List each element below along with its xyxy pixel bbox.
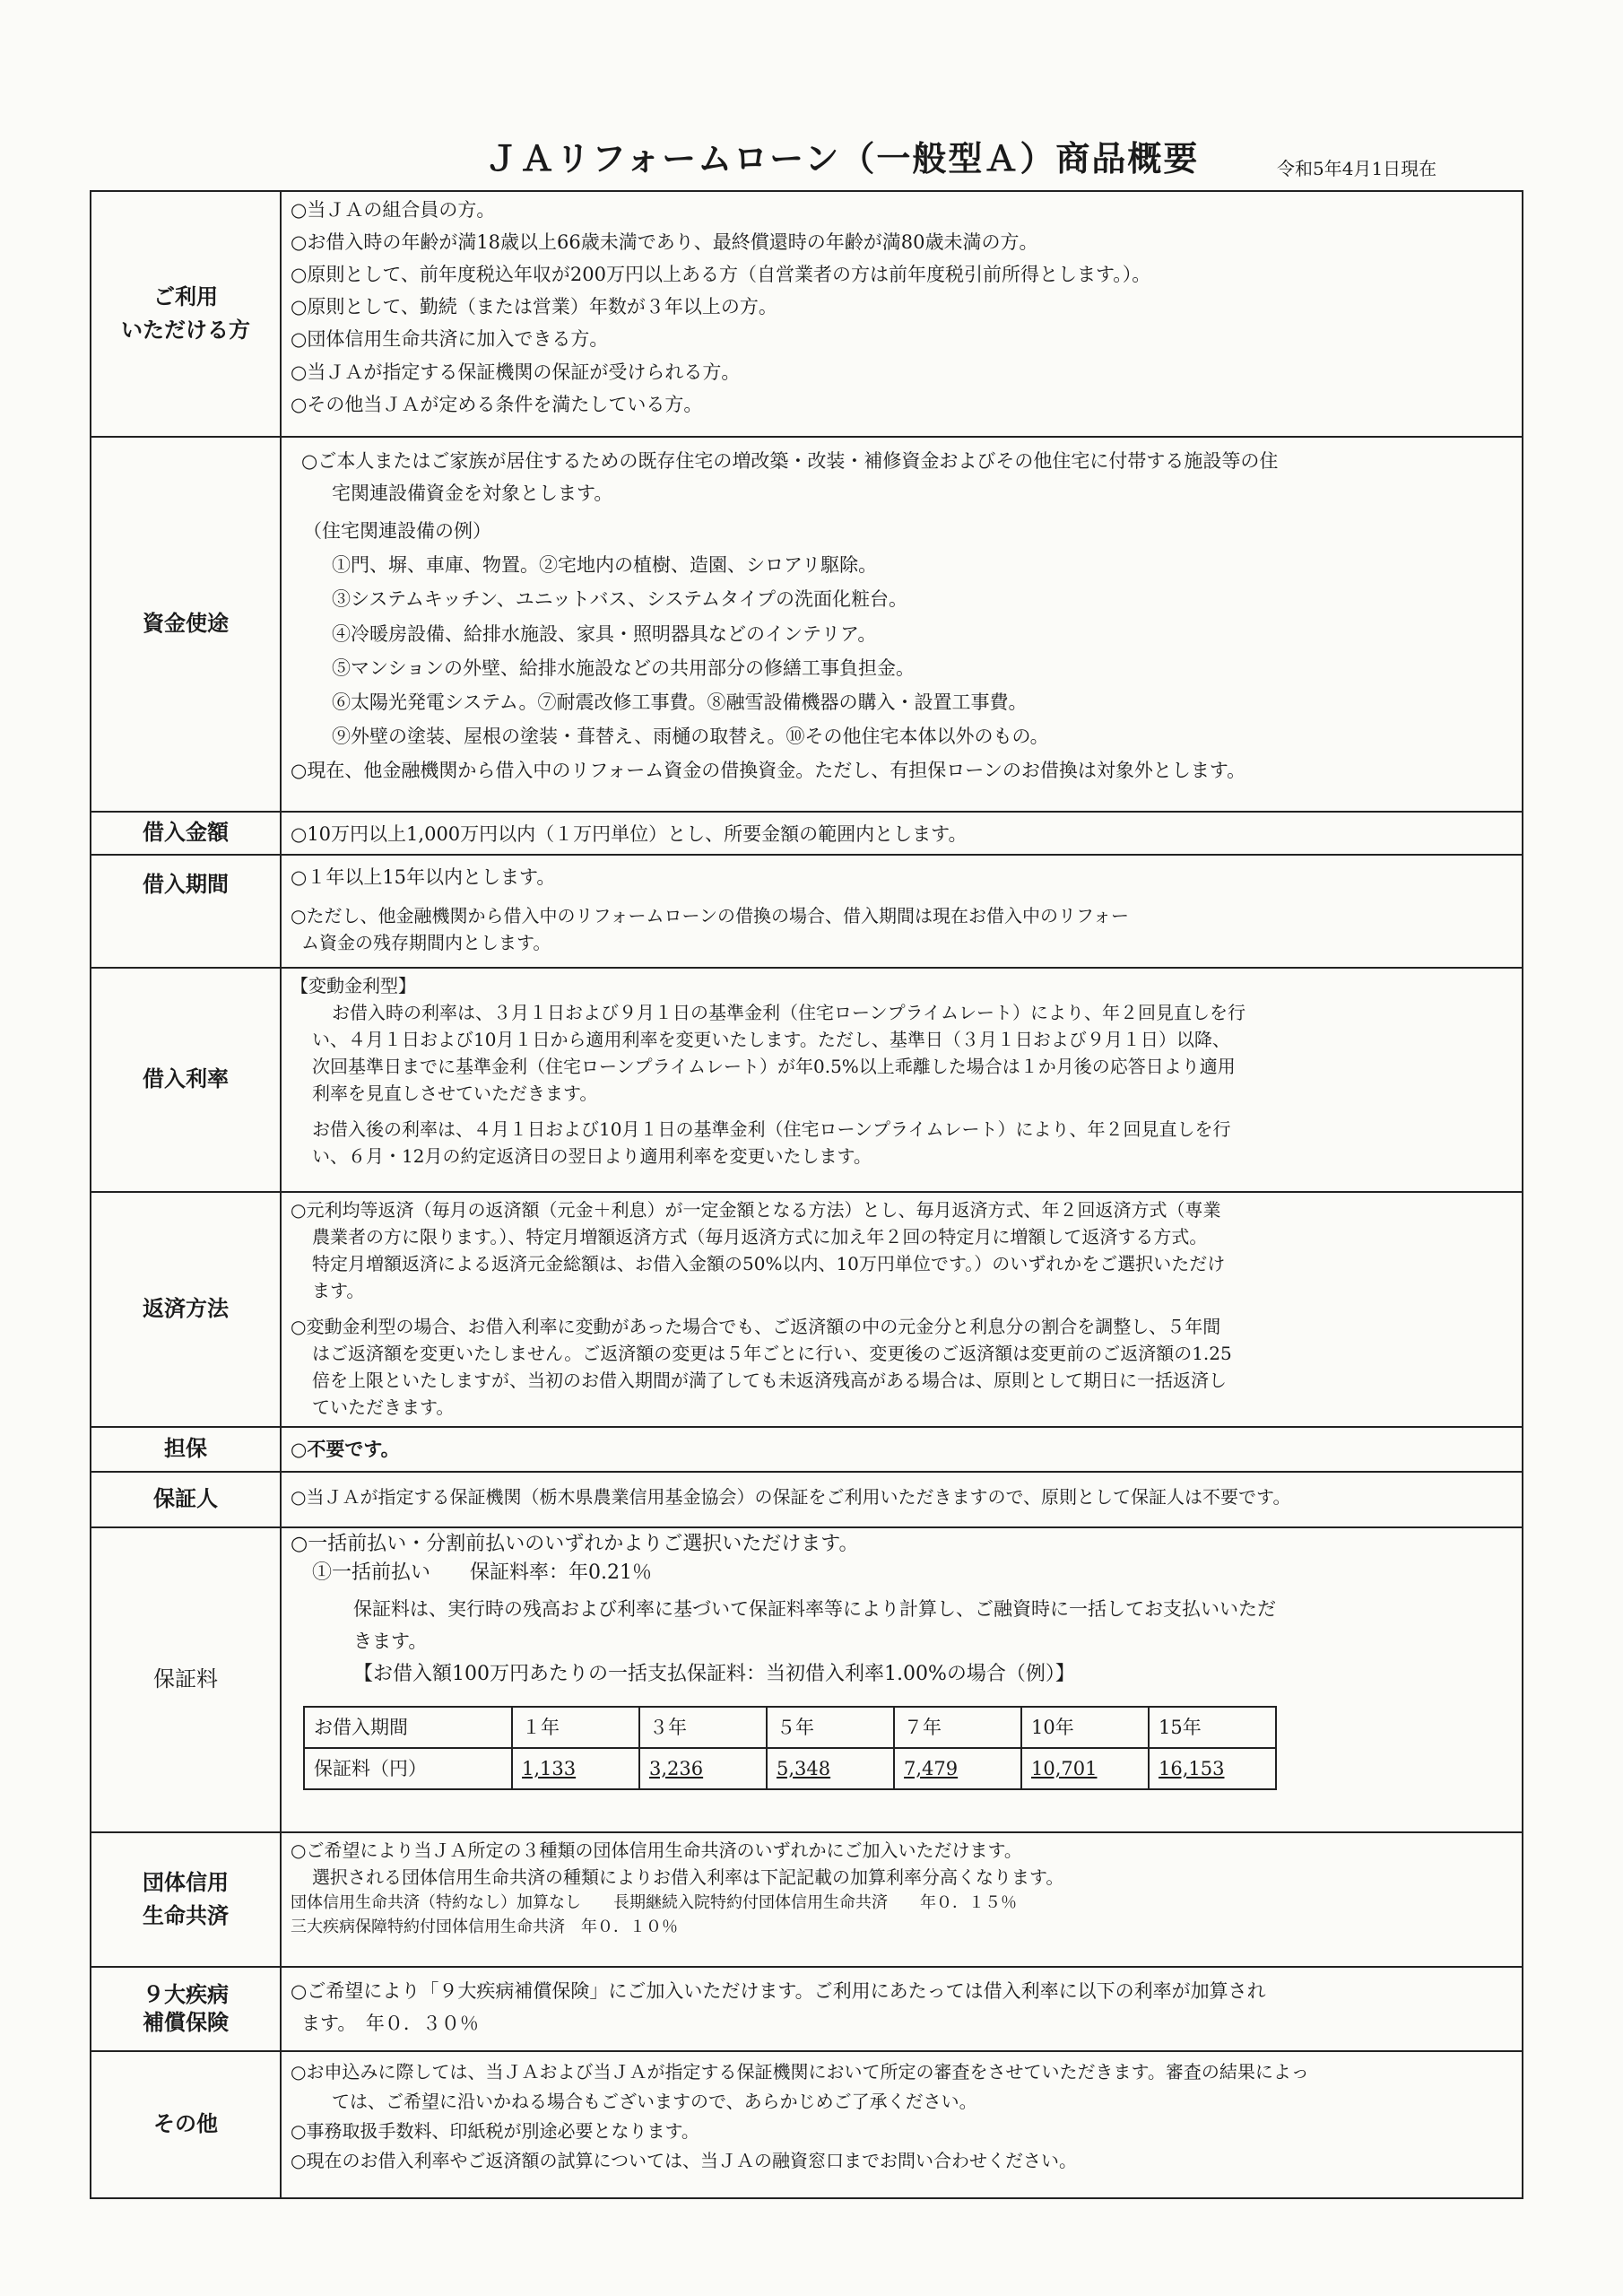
table-cell: 16,153 <box>1149 1748 1276 1789</box>
disease-insurance-line: ○ご希望により「９大疾病補償保険」にご加入いただけます。ご利用にあたっては借入利率に以下の利率が加算され <box>291 1980 1266 2002</box>
eligibility-line: ○当ＪＡが指定する保証機関の保証が受けられる方。 <box>291 361 741 383</box>
label-group-insurance: 団体信用 生命共済 <box>91 1833 282 1966</box>
group-insurance-line: 選択される団体信用生命共済の種類によりお借入利率は下記記載の加算利率分高くなります。 <box>312 1866 1064 1888</box>
content-usage <box>282 438 1522 811</box>
table-header-cell: お借入期間 <box>304 1707 512 1748</box>
table-cell: 15年 <box>1149 1707 1276 1748</box>
label-usage: 資金使途 <box>91 438 282 811</box>
row-rate <box>91 967 1522 1191</box>
repayment-p2-line: 倍を上限といたしますが、当初のお借入期間が満了しても未返済残高がある場合は、原則として期日に一括返済し <box>312 1370 1227 1391</box>
row-repayment <box>91 1191 1522 1426</box>
row-collateral <box>91 1426 1522 1471</box>
table-header-cell: 保証料（円） <box>304 1748 512 1789</box>
content-other <box>282 2052 1522 2197</box>
row-group-insurance <box>91 1831 1522 1966</box>
repayment-p1-line: 特定月増額返済による返済元金総額は、お借入金額の50%以内、10万円単位です。）のいずれかをご選択いただけ <box>312 1253 1226 1274</box>
period-line: ○１年以上15年以内とします。 <box>291 866 556 888</box>
label-guarantor: 保証人 <box>91 1473 282 1526</box>
fee-line: ①一括前払い 保証料率：年0.21％ <box>312 1561 652 1584</box>
rate-p2-line: い、６月・12月の約定返済日の翌日より適用利率を変更いたします。 <box>312 1145 872 1167</box>
label-collateral: 担保 <box>91 1428 282 1471</box>
label-disease-insurance: ９大疾病 補償保険 <box>91 1968 282 2050</box>
usage-example: ⑤マンションの外壁、給排水施設などの共用部分の修繕工事負担金。 <box>332 657 916 679</box>
content-rate <box>282 969 1522 1191</box>
other-line: ては、ご希望に沿いかねる場合もございますので、あらかじめご了承ください。 <box>332 2091 977 2112</box>
repayment-p2-line: ていただきます。 <box>312 1396 455 1418</box>
repayment-p2-line: ○変動金利型の場合、お借入利率に変動があった場合でも、ご返済額の中の元金分と利息分の割合を調整し、５年間 <box>291 1316 1221 1337</box>
group-insurance-line: ○ご希望により当ＪＡ所定の３種類の団体信用生命共済のいずれかにご加入いただけます。 <box>291 1839 1022 1861</box>
eligibility-line: ○お借入時の年齢が満18歳以上66歳未満であり、最終償還時の年齢が満80歳未満の方。 <box>291 231 1038 254</box>
usage-example-heading: （住宅関連設備の例） <box>303 520 491 543</box>
rate-p1-line: 次回基準日までに基準金利（住宅ローンプライムレート）が年0.5%以上乖離した場合は１か月後の応答日より適用 <box>312 1056 1236 1077</box>
fee-line: 保証料は、実行時の残高および利率に基づいて保証料率等により計算し、ご融資時に一括してお支払いいただ <box>353 1597 1276 1620</box>
guarantee-fee-table <box>303 1706 1277 1790</box>
period-line: ム資金の残存期間内とします。 <box>301 932 551 954</box>
label-other: その他 <box>91 2052 282 2197</box>
repayment-p1-line: 農業者の方に限ります。）、特定月増額返済方式（毎月返済方式に加え年２回の特定月に増額して返済する方式。 <box>312 1226 1208 1248</box>
table-cell: 10,701 <box>1021 1748 1149 1789</box>
content-guarantor: ○当ＪＡが指定する保証機関（栃木県農業信用基金協会）の保証をご利用いただきますので、原則として保証人は不要です。 <box>291 1486 1291 1508</box>
label-rate: 借入利率 <box>91 969 282 1191</box>
content-disease-insurance <box>282 1968 1522 2050</box>
label-repayment: 返済方法 <box>91 1193 282 1426</box>
content-group-insurance <box>282 1833 1522 1966</box>
row-amount <box>91 811 1522 854</box>
content-repayment <box>282 1193 1522 1426</box>
table-row <box>304 1707 1276 1748</box>
usage-example: ④冷暖房設備、給排水施設、家具・照明器具などのインテリア。 <box>332 622 877 645</box>
row-usage <box>91 436 1522 811</box>
label-eligibility: ご利用 いただける方 <box>91 192 282 436</box>
row-period <box>91 854 1522 967</box>
eligibility-line: ○当ＪＡの組合員の方。 <box>291 199 496 221</box>
rate-p1-line: 利率を見直しさせていただきます。 <box>312 1083 598 1104</box>
content-amount: ○10万円以上1,000万円以内（１万円単位）とし、所要金額の範囲内とします。 <box>291 823 968 845</box>
group-insurance-line: 三大疾病保障特約付団体信用生命共済 年０．１０％ <box>291 1918 678 1936</box>
row-guarantee-fee <box>91 1526 1522 1831</box>
usage-example: ⑨外壁の塗装、屋根の塗装・葺替え、雨樋の取替え。⑩その他住宅本体以外のもの。 <box>332 725 1049 747</box>
table-cell: 1,133 <box>512 1748 639 1789</box>
eligibility-line: ○原則として、前年度税込年収が200万円以上ある方（自営業者の方は前年度税引前所得とします。）。 <box>291 264 1151 286</box>
fee-line: きます。 <box>353 1630 428 1652</box>
repayment-p1-line: ます。 <box>312 1280 365 1301</box>
eligibility-line: ○原則として、勤続（または営業）年数が３年以上の方。 <box>291 296 777 318</box>
product-summary-table <box>90 190 1523 2199</box>
label-guarantee-fee: 保証料 <box>91 1528 282 1831</box>
eligibility-line: ○団体信用生命共済に加入できる方。 <box>291 328 609 351</box>
usage-example: ③システムキッチン、ユニットバス、システムタイプの洗面化粧台。 <box>332 588 907 611</box>
group-insurance-line: 団体信用生命共済（特約なし）加算なし 長期継続入院特約付団体信用生命共済 年０．１５％ <box>291 1893 1017 1912</box>
table-cell: 5,348 <box>767 1748 894 1789</box>
content-guarantee-fee <box>282 1528 1522 1831</box>
table-cell: １年 <box>512 1707 639 1748</box>
rate-p1-line: い、４月１日および10月１日から適用利率を変更いたします。ただし、基準日（３月１日および９月１日）以降、 <box>312 1029 1230 1050</box>
disease-insurance-line: ます。 年０．３０％ <box>301 2013 479 2035</box>
usage-intro-cont: 宅関連設備資金を対象とします。 <box>332 483 613 505</box>
table-cell: 7,479 <box>894 1748 1021 1789</box>
table-cell: ５年 <box>767 1707 894 1748</box>
content-collateral: ○不要です。 <box>291 1438 400 1460</box>
row-guarantor <box>91 1471 1522 1526</box>
as-of-date: 令和5年4月1日現在 <box>1277 158 1437 179</box>
other-line: ○現在のお借入利率やご返済額の試算については、当ＪＡの融資窓口までお問い合わせください。 <box>291 2150 1078 2171</box>
table-cell: ７年 <box>894 1707 1021 1748</box>
table-cell: ３年 <box>639 1707 767 1748</box>
table-cell: 10年 <box>1021 1707 1149 1748</box>
rate-type: 【変動金利型】 <box>291 975 416 996</box>
page-title: ＪＡリフォームローン（一般型Ａ）商品概要 <box>484 138 1200 178</box>
eligibility-line: ○その他当ＪＡが定める条件を満たしている方。 <box>291 393 703 415</box>
usage-example: ⑥太陽光発電システム。⑦耐震改修工事費。⑧融雪設備機器の購入・設置工事費。 <box>332 691 1028 713</box>
content-period <box>282 856 1522 967</box>
repayment-p1-line: ○元利均等返済（毎月の返済額（元金＋利息）が一定金額となる方法）とし、毎月返済方式、年２回返済方式（専業 <box>291 1199 1221 1221</box>
period-line: ○ただし、他金融機関から借入中のリフォームローンの借換の場合、借入期間は現在お借入中のリフォー <box>291 905 1130 927</box>
content-eligibility <box>282 192 1522 436</box>
usage-example: ①門、塀、車庫、物置。②宅地内の植樹、造園、シロアリ駆除。 <box>332 554 878 577</box>
usage-refinance: ○現在、他金融機関から借入中のリフォーム資金の借換資金。ただし、有担保ローンのお借換は対象外とします。 <box>291 759 1246 781</box>
label-amount: 借入金額 <box>91 813 282 854</box>
row-other <box>91 2050 1522 2197</box>
label-period: 借入期間 <box>91 856 282 967</box>
table-row <box>304 1748 1276 1789</box>
rate-p2-line: お借入後の利率は、４月１日および10月１日の基準金利（住宅ローンプライムレート）により、年２回見直しを行 <box>312 1118 1231 1140</box>
rate-p1-line: お借入時の利率は、３月１日および９月１日の基準金利（住宅ローンプライムレート）により、年２回見直しを行 <box>332 1002 1245 1023</box>
table-cell: 3,236 <box>639 1748 767 1789</box>
row-disease-insurance <box>91 1966 1522 2050</box>
repayment-p2-line: はご返済額を変更いたしません。ご返済額の変更は５年ごとに行い、変更後のご返済額は変更前のご返済額の1.25 <box>312 1343 1232 1364</box>
row-eligibility <box>91 192 1522 436</box>
fee-example-title: 【お借入額100万円あたりの一括支払保証料：当初借入利率1.00%の場合（例）】 <box>353 1663 1075 1685</box>
usage-intro: ○ご本人またはご家族が居住するための既存住宅の増改築・改装・補修資金およびその他住宅に付帯する施設等の住 <box>301 450 1279 472</box>
fee-line: ○一括前払い・分割前払いのいずれかよりご選択いただけます。 <box>291 1533 859 1555</box>
other-line: ○お申込みに際しては、当ＪＡおよび当ＪＡが指定する保証機関において所定の審査をさせていただきます。審査の結果によっ <box>291 2061 1309 2083</box>
other-line: ○事務取扱手数料、印紙税が別途必要となります。 <box>291 2120 699 2142</box>
